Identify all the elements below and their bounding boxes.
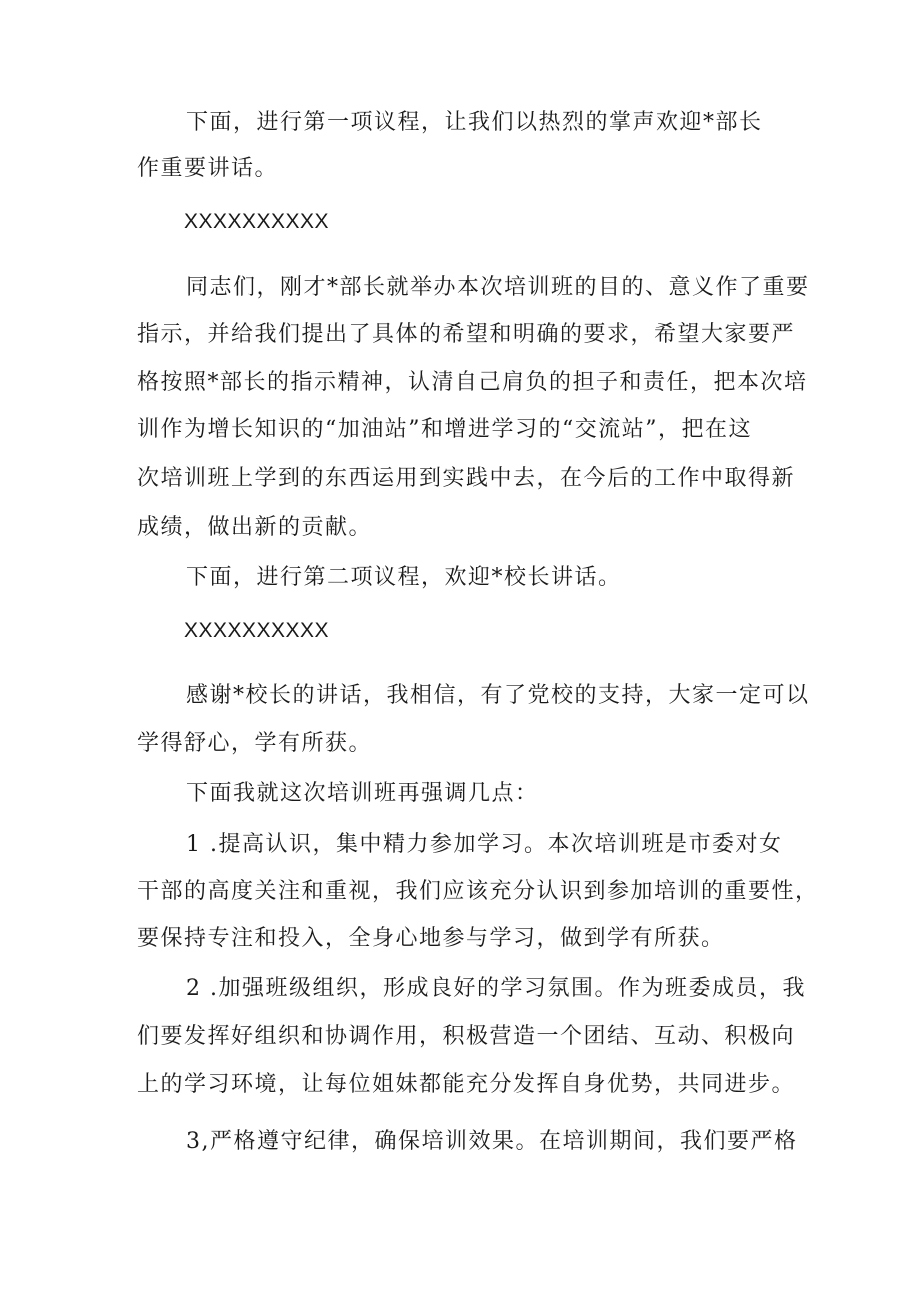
list-item-line: 3,严格遵守纪律，确保培训效果。在培训期间，我们要严格 (186, 1129, 798, 1154)
paragraph-line: 格按照*部长的指示精神，认清自己肩负的担子和责任，把本次培 (137, 370, 808, 395)
placeholder-line: XXXXXXXXXX (184, 619, 330, 642)
paragraph-line: 下面，进行第一项议程，让我们以热烈的掌声欢迎*部长 (186, 110, 763, 135)
list-item-line: 要保持专注和投入，全身心地参与学习，做到学有所获。 (137, 926, 725, 951)
list-item-line: 1 .提高认识，集中精力参加学习。本次培训班是市委对女 (186, 832, 783, 857)
list-item-line: 上的学习环境，让每位姐妹都能充分发挥自身优势，共同进步。 (137, 1072, 796, 1097)
paragraph-line: 次培训班上学到的东西运用到实践中去，在今后的工作中取得新 (137, 466, 796, 491)
paragraph-line: 学得舒心，学有所获。 (137, 731, 373, 756)
list-item-line: 们要发挥好组织和协调作用，积极营造一个团结、互动、积极向 (137, 1024, 796, 1049)
paragraph-line: 指示，并给我们提出了具体的希望和明确的要求，希望大家要严 (137, 322, 796, 347)
list-item-line: 2 .加强班级组织，形成良好的学习氛围。作为班委成员，我 (186, 976, 806, 1001)
paragraph-line: 同志们，刚才*部长就举办本次培训班的目的、意义作了重要 (186, 275, 810, 300)
paragraph-line: 成绩，做出新的贡献。 (137, 515, 373, 540)
paragraph-line: 下面，进行第二项议程，欢迎*校长讲话。 (186, 565, 622, 590)
paragraph-line: 作重要讲话。 (137, 156, 279, 181)
paragraph-line: 感谢*校长的讲话，我相信，有了党校的支持，大家一定可以 (186, 683, 810, 708)
paragraph-line: 下面我就这次培训班再强调几点： (186, 781, 539, 806)
paragraph-line: 训作为增长知识的“加油站”和增进学习的“交流站”，把在这 (137, 417, 752, 442)
placeholder-line: XXXXXXXXXX (184, 210, 330, 233)
list-item-line: 干部的高度关注和重视，我们应该充分认识到参加培训的重要性， (137, 879, 819, 904)
